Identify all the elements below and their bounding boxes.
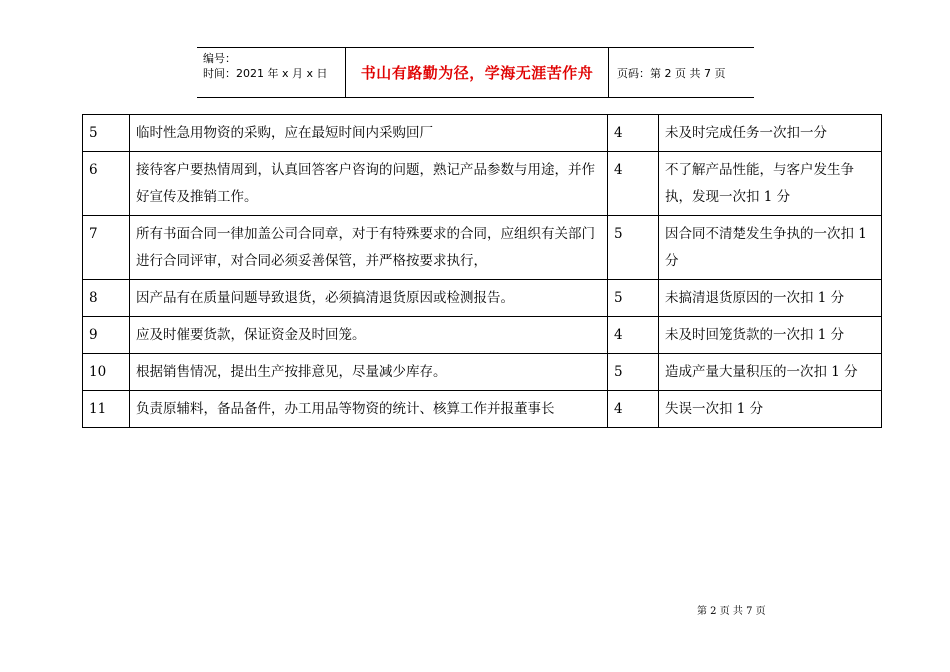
row-penalty: 失误一次扣 1 分 xyxy=(659,391,882,428)
row-description: 根据销售情况，提出生产按排意见，尽量减少库存。 xyxy=(130,354,608,391)
header-motto: 书山有路勤为径，学海无涯苦作舟 xyxy=(345,48,609,97)
row-description: 应及时催要货款，保证资金及时回笼。 xyxy=(130,317,608,354)
assessment-table xyxy=(82,114,882,428)
table-row xyxy=(83,317,882,354)
row-number: 8 xyxy=(83,280,130,317)
table-row xyxy=(83,216,882,280)
row-number: 7 xyxy=(83,216,130,280)
row-score: 5 xyxy=(608,216,659,280)
row-number: 6 xyxy=(83,152,130,216)
row-penalty: 未及时完成任务一次扣一分 xyxy=(659,115,882,152)
row-score: 4 xyxy=(608,391,659,428)
page-footer: 第 2 页 共 7 页 xyxy=(697,606,766,617)
row-penalty: 因合同不清楚发生争执的一次扣 1 分 xyxy=(659,216,882,280)
row-description: 临时性急用物资的采购，应在最短时间内采购回厂 xyxy=(130,115,608,152)
row-score: 4 xyxy=(608,115,659,152)
table-row xyxy=(83,354,882,391)
row-score: 4 xyxy=(608,317,659,354)
header-meta xyxy=(197,48,345,97)
table-row xyxy=(83,391,882,428)
number-label: 编号： xyxy=(203,52,236,65)
table-row xyxy=(83,115,882,152)
row-penalty: 未及时回笼货款的一次扣 1 分 xyxy=(659,317,882,354)
row-number: 5 xyxy=(83,115,130,152)
row-description: 所有书面合同一律加盖公司合同章，对于有特殊要求的合同，应组织有关部门进行合同评审，对合同必须妥善保管，并严格按要求执行， xyxy=(130,216,608,280)
table-row xyxy=(83,152,882,216)
row-number: 11 xyxy=(83,391,130,428)
table-row xyxy=(83,280,882,317)
row-score: 5 xyxy=(608,354,659,391)
page-header xyxy=(197,47,754,98)
row-number: 10 xyxy=(83,354,130,391)
row-score: 5 xyxy=(608,280,659,317)
row-penalty: 造成产量大量积压的一次扣 1 分 xyxy=(659,354,882,391)
row-score: 4 xyxy=(608,152,659,216)
row-number: 9 xyxy=(83,317,130,354)
row-description: 接待客户要热情周到，认真回答客户咨询的问题，熟记产品参数与用途，并作好宣传及推销工作。 xyxy=(130,152,608,216)
header-page-code: 页码：第 2 页 共 7 页 xyxy=(617,66,726,80)
time-label: 时间：2021 年 x 月 x 日 xyxy=(203,67,328,80)
row-description: 负责原辅料，备品备件，办工用品等物资的统计、核算工作并报董事长 xyxy=(130,391,608,428)
row-description: 因产品有在质量问题导致退货，必须搞清退货原因或检测报告。 xyxy=(130,280,608,317)
row-penalty: 未搞清退货原因的一次扣 1 分 xyxy=(659,280,882,317)
row-penalty: 不了解产品性能，与客户发生争执，发现一次扣 1 分 xyxy=(659,152,882,216)
